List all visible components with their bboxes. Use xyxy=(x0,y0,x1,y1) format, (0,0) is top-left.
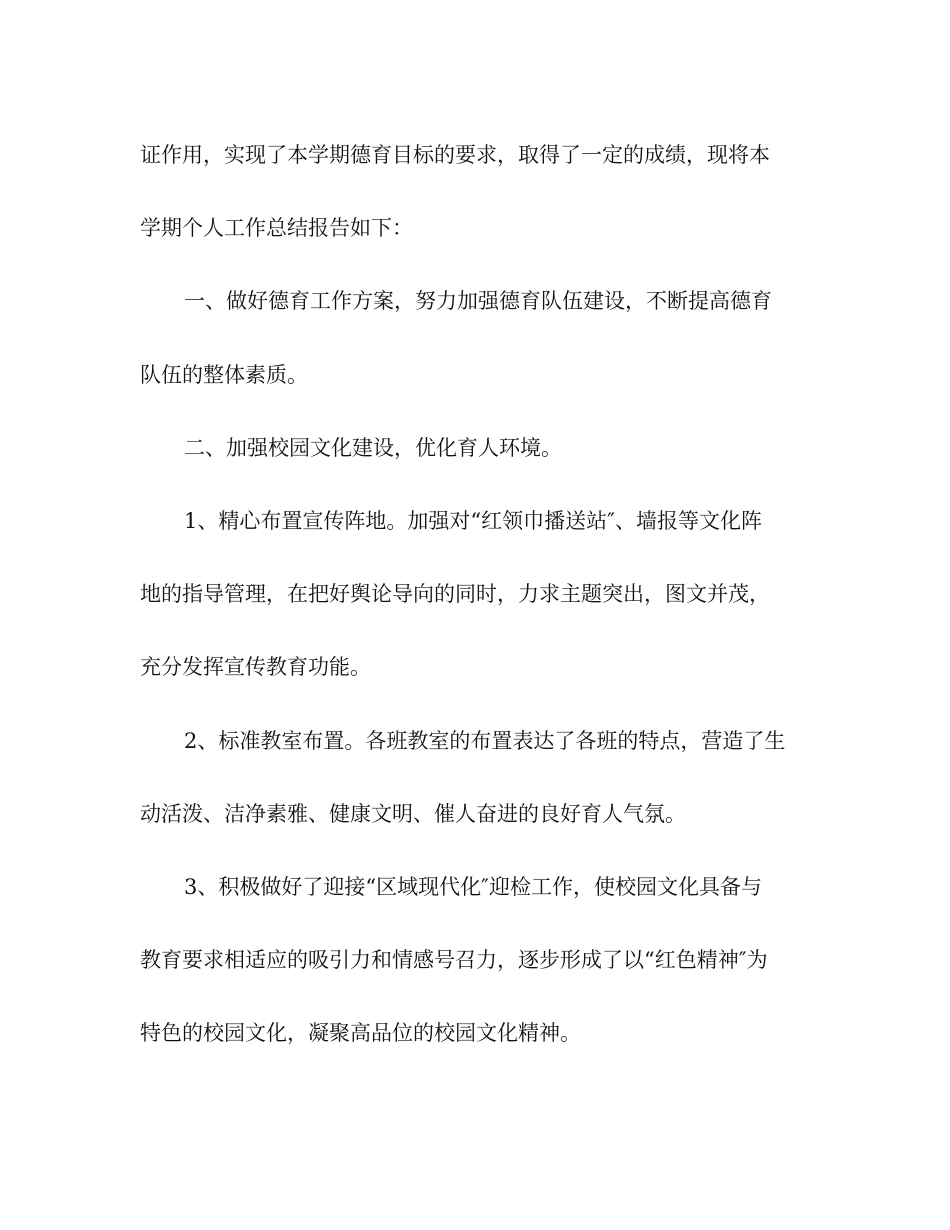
document-body xyxy=(140,130,820,1081)
text-line: 队伍的整体素质。 xyxy=(140,362,308,387)
section-heading-2: 二、加强校园文化建设，优化育人环境。 xyxy=(184,435,562,460)
text-line: 动活泼、洁净素雅、健康文明、催人奋进的良好育人气氛。 xyxy=(140,801,686,826)
text-line: 学期个人工作总结报告如下： xyxy=(140,216,413,241)
list-item-1: 1、精心布置宣传阵地。加强对“红领巾播送站″、墙报等文化阵 xyxy=(184,508,762,533)
text-line: 教育要求相适应的吸引力和情感号召力，逐步形成了以“红色精神″为 xyxy=(140,948,768,973)
text-line: 证作用，实现了本学期德育目标的要求，取得了一定的成绩，现将本 xyxy=(140,143,770,167)
text-line: 地的指导管理，在把好舆论导向的同时，力求主题突出，图文并茂， xyxy=(140,582,770,607)
text-line: 特色的校园文化，凝聚高品位的校园文化精神。 xyxy=(140,1021,581,1046)
list-item-2: 2、标准教室布置。各班教室的布置表达了各班的特点，营造了生 xyxy=(184,728,786,753)
text-line: 充分发挥宣传教育功能。 xyxy=(140,655,371,680)
section-heading-1: 一、做好德育工作方案，努力加强德育队伍建设，不断提高德育 xyxy=(184,289,772,314)
list-item-3: 3、积极做好了迎接“区域现代化″迎检工作，使校园文化具备与 xyxy=(184,874,762,899)
